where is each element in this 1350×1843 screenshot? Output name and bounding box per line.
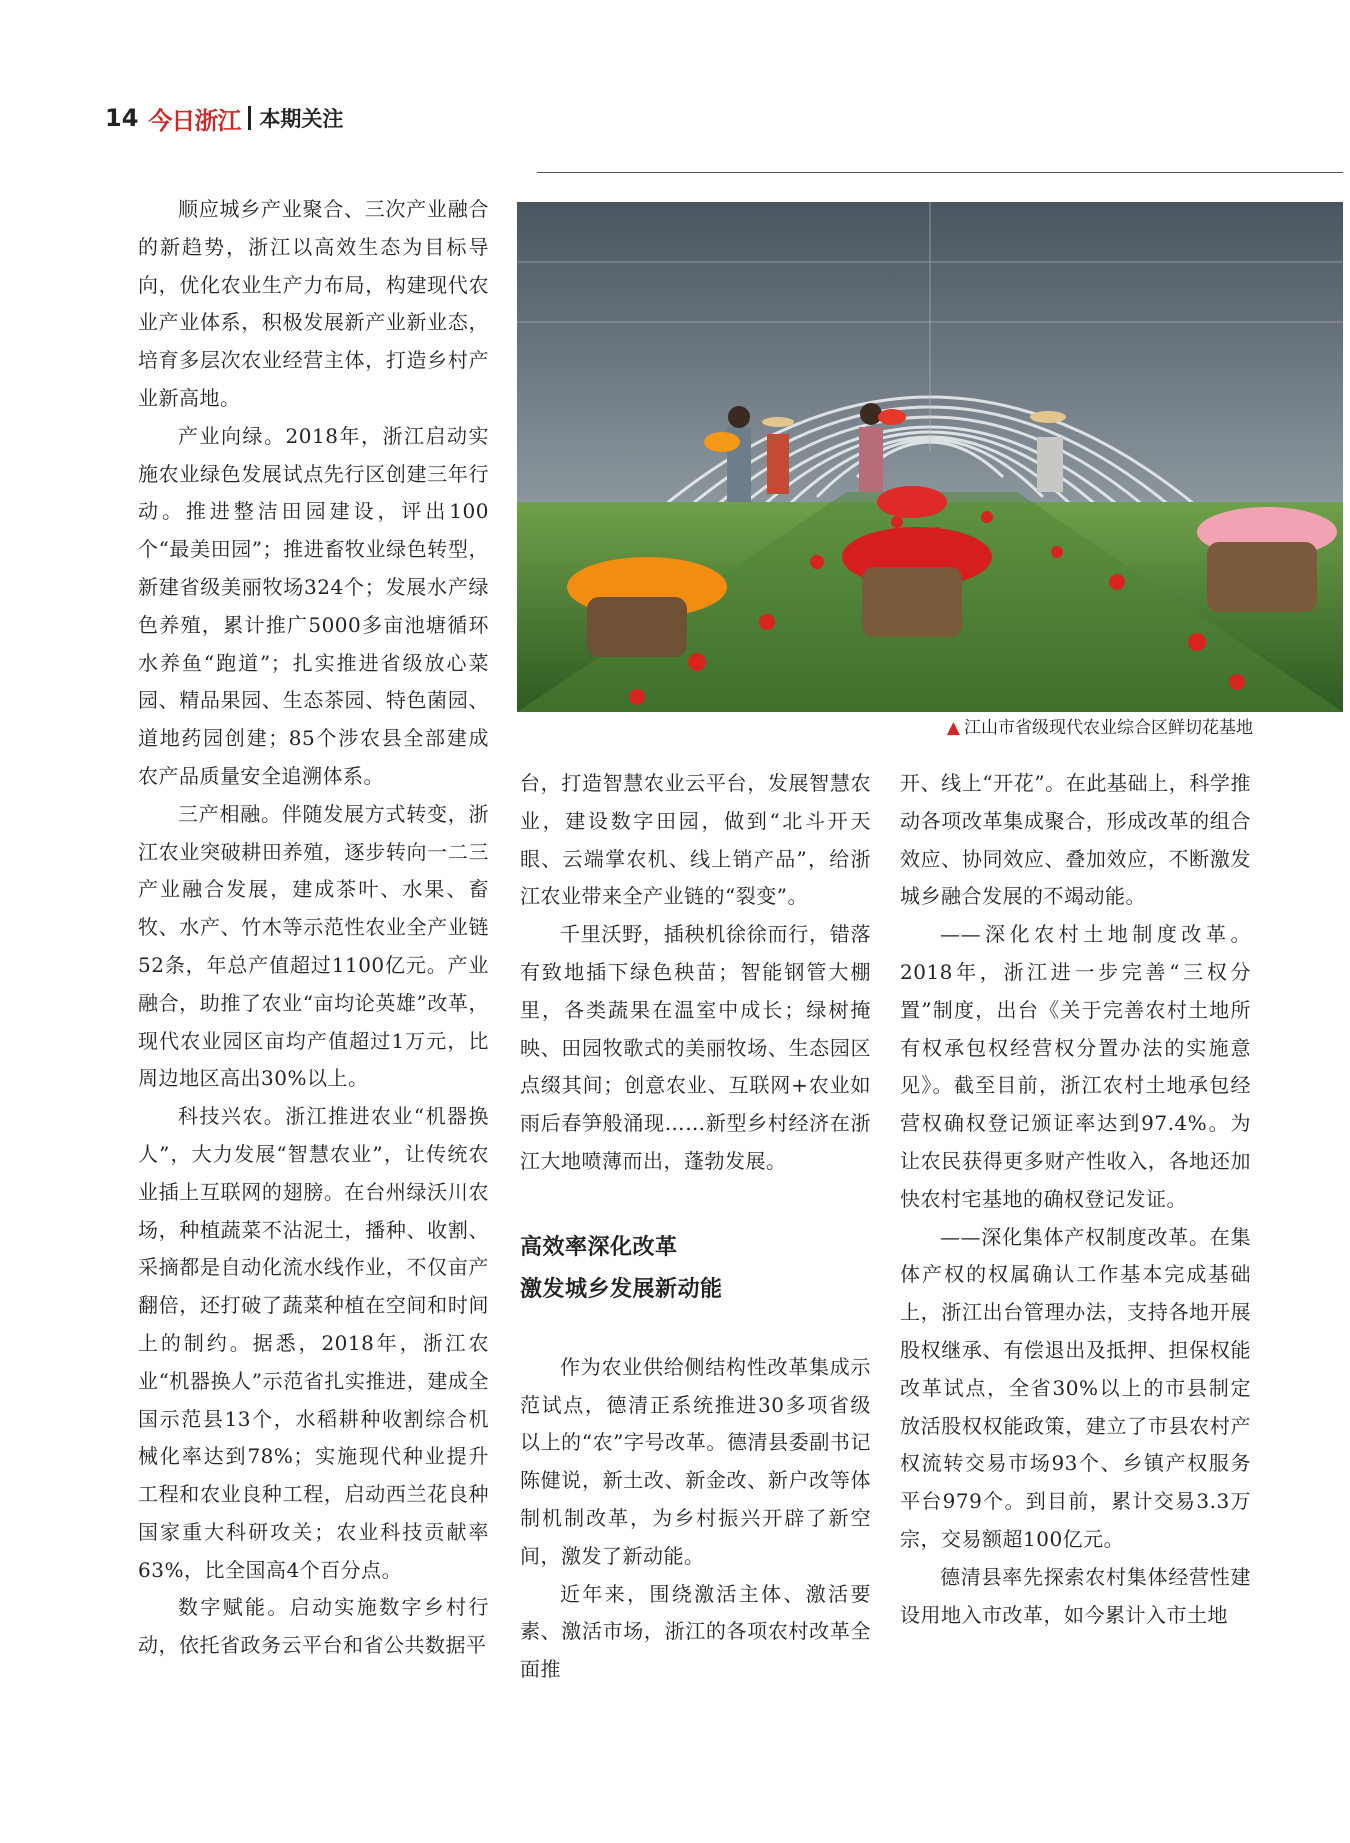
article-column-1 [138,191,489,1665]
paragraph: ——深化集体产权制度改革。在集体产权的权属确认工作基本完成基础上，浙江出台管理办法，支持各地开展股权继承、有偿退出及抵押、担保权能改革试点，全省30%以上的市县制定放活股权权能政策，建立了市县农村产权流转交易市场93个、乡镇产权服务平台979个。到目前，累计交易3.3万宗，交易额超100亿元。 [900,1224,1251,1551]
article-column-3 [900,765,1251,1634]
paragraph: 德清县率先探索农村集体经营性建设用地入市改革，如今累计入市土地 [900,1564,1251,1627]
paragraph: 台，打造智慧农业云平台，发展智慧农业，建设数字田园，做到“北斗开天眼、云端掌农机、线上销产品”，给浙江农业带来全产业链的“裂变”。 [520,771,871,909]
paragraph: 顺应城乡产业聚合、三次产业融合的新趋势，浙江以高效生态为目标导向，优化农业生产力布局，构建现代农业产业体系，积极发展新产业新业态，培育多层次农业经营主体，打造乡村产业新高地。 [138,197,489,410]
paragraph: 科技兴农。浙江推进农业“机器换人”，大力发展“智慧农业”，让传统农业插上互联网的翅膀。在台州绿沃川农场，种植蔬菜不沾泥土，播种、收割、采摘都是自动化流水线作业，不仅亩产翻倍，还打破了蔬菜种植在空间和时间上的制约。据悉，2018年，浙江农业“机器换人”示范省扎实推进，建成全国示范县13个，水稻耕种收割综合机械化率达到78%；实施现代种业提升工程和农业良种工程，启动西兰花良种国家重大科研攻关；农业科技贡献率63%，比全国高4个百分点。 [138,1104,489,1582]
photo-caption-text: 江山市省级现代农业综合区鲜切花基地 [964,718,1253,738]
magazine-logo: 今日浙江 [148,106,241,135]
article-column-2 [520,765,871,1689]
paragraph: 近年来，围绕激活主体、激活要素、激活市场，浙江的各项农村改革全面推 [520,1581,871,1682]
triangle-icon: ▲ [946,718,960,738]
subheading [520,1227,871,1311]
paragraph: 三产相融。伴随发展方式转变，浙江农业突破耕田养殖，逐步转向一二三产业融合发展，建成茶叶、水果、畜牧、水产、竹木等示范性农业全产业链52条，年总产值超过1100亿元。产业融合，助推了农业“亩均论英雄”改革，现代农业园区亩均产值超过1万元，比周边地区高出30%以上。 [138,801,489,1091]
page-number: 14 [105,104,139,132]
paragraph: ——深化农村土地制度改革。2018年，浙江进一步完善“三权分置”制度，出台《关于完善农村土地所有权承包权经营权分置办法的实施意见》。截至目前，浙江农村土地承包经营权确权登记颁证率达到97.4%。为让农民获得更多财产性收入，各地还加快农村宅基地的确权登记发证。 [900,922,1251,1211]
greenhouse-photo [517,202,1343,712]
section-label: 本期关注 [259,107,344,131]
page-header [105,96,343,140]
top-rule [537,172,1343,173]
subheading-line-2: 激发城乡发展新动能 [520,1276,723,1302]
paragraph: 千里沃野，插秧机徐徐而行，错落有致地插下绿色秧苗；智能钢管大棚里，各类蔬果在温室中成长；绿树掩映、田园牧歌式的美丽牧场、生态园区点缀其间；创意农业、互联网+农业如雨后春笋般涌现……新型乡村经济在浙江大地喷薄而出，蓬勃发展。 [520,922,871,1173]
photo-caption [947,713,1253,738]
paragraph: 开、线上“开花”。在此基础上，科学推动各项改革集成聚合，形成改革的组合效应、协同效应、叠加效应，不断激发城乡融合发展的不竭动能。 [900,771,1251,909]
greenhouse-illustration [517,202,1343,712]
paragraph: 产业向绿。2018年，浙江启动实施农业绿色发展试点先行区创建三年行动。推进整洁田园建设，评出100个“最美田园”；推进畜牧业绿色转型，新建省级美丽牧场324个；发展水产绿色养殖，累计推广5000多亩池塘循环水养鱼“跑道”；扎实推进省级放心菜园、精品果园、生态茶园、特色菌园、道地药园创建；85个涉农县全部建成农产品质量安全追溯体系。 [138,423,489,788]
paragraph: 作为农业供给侧结构性改革集成示范试点，德清正系统推进30多项省级以上的“农”字号改革。德清县委副书记陈健说，新土改、新金改、新户改等体制机制改革，为乡村振兴开辟了新空间，激发了新动能。 [520,1354,871,1568]
paragraph: 数字赋能。启动实施数字乡村行动，依托省政务云平台和省公共数据平 [138,1595,489,1658]
subheading-line-1: 高效率深化改革 [520,1234,678,1260]
header-divider [248,106,251,130]
